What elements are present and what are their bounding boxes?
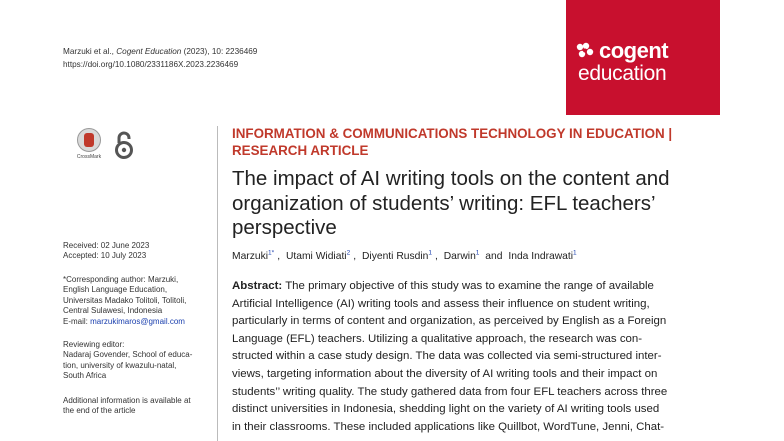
open-access-lock-icon xyxy=(114,130,134,160)
logo-row xyxy=(574,40,668,62)
dates-block xyxy=(63,241,149,262)
additional-line: the end of the article xyxy=(63,406,136,416)
doi-link[interactable]: https://doi.org/10.1080/2331186X.2023.2236469 xyxy=(63,60,239,69)
author-name[interactable]: Darwin$^1$ xyxy=(443,250,480,263)
reviewing-line: South Africa xyxy=(63,371,107,381)
citation-header xyxy=(63,45,257,71)
brand-name-education: education xyxy=(578,62,667,85)
journal-name: Cogent Education xyxy=(116,47,182,56)
corresponding-line: English Language Education, xyxy=(63,285,168,295)
title-line: perspective xyxy=(232,216,337,239)
corresponding-author-block xyxy=(63,275,186,327)
additional-line: Additional information is available at xyxy=(63,396,191,405)
article-title xyxy=(232,167,732,241)
section-heading: INFORMATION & COMMUNICATIONS TECHNOLOGY IN EDUCATION | RESEARCH ARTICLE xyxy=(232,126,673,158)
corresponding-line: Universitas Madako Tolitoli, Tolitoli, xyxy=(63,295,187,305)
abstract-line: Language (EFL) teachers. Utilizing a qualitative approach, the research was con- xyxy=(232,332,643,345)
email-link[interactable]: marzukimaros@gmail.com xyxy=(90,316,185,326)
abstract-line: Abstract: The primary objective of this study was to examine the range of available xyxy=(232,280,654,292)
abstract-line: Artificial Intelligence (AI) writing tools and assess their influence on student writing, xyxy=(232,297,650,310)
cogent-flower-icon xyxy=(574,42,596,60)
cogent-education-logo xyxy=(566,0,720,115)
author-name[interactable]: Utami Widiati$^2$ xyxy=(285,250,351,263)
column-divider xyxy=(217,126,218,441)
reviewing-label: Reviewing editor: xyxy=(63,340,125,349)
title-line: organization of students’ writing: EFL teachers’ xyxy=(232,191,656,215)
reviewing-line: tion, university of kwazulu-natal, xyxy=(63,360,177,370)
author-name[interactable]: Inda Indrawati$^1$ xyxy=(508,250,577,263)
author-list: Marzuki$^{1*}$ , Utami Widiati$^2$ , Diyenti Rusdin$^1$ , Darwin$^1$ and Inda Indrawati$^1$ xyxy=(232,250,577,263)
brand-name-cogent: cogent xyxy=(599,38,669,63)
and-word: and xyxy=(485,251,503,263)
author-name[interactable]: Marzuki$^{1*}$ xyxy=(232,250,275,263)
badges xyxy=(76,128,134,164)
abstract-line: distinct universities in Indonesia, shedding light on the variety of AI writing tools used xyxy=(232,403,660,416)
crossmark-badge[interactable] xyxy=(76,128,102,164)
citation-line: Marzuki et al., Cogent Education (2023), 10: 2236469 xyxy=(63,47,258,56)
crossmark-label: CrossMark xyxy=(76,154,102,160)
corresponding-line: *Corresponding author: Marzuki, xyxy=(63,275,179,284)
email-label: E-mail: xyxy=(63,316,91,326)
additional-info-block xyxy=(63,396,191,417)
abstract xyxy=(232,278,722,436)
abstract-line: students’’ writing quality. The study gathered data from four EFL teachers across three xyxy=(232,385,668,398)
abstract-line: views, targeting information about the diversity of AI writing tools and their impact on xyxy=(232,367,658,380)
title-line: The impact of AI writing tools on the content and xyxy=(232,167,670,190)
author-name[interactable]: Diyenti Rusdin$^1$ xyxy=(361,250,432,263)
abstract-line: in their classrooms. These included applications like Quillbot, WordTune, Jenni, Chat- xyxy=(232,420,665,433)
reviewing-editor-block xyxy=(63,340,192,382)
received-date: Received: 02 June 2023 xyxy=(63,241,150,250)
accepted-date: Accepted: 10 July 2023 xyxy=(63,251,147,261)
abstract-line: particularly in terms of content and organization, as perceived by English as a Foreign xyxy=(232,315,667,328)
email-line xyxy=(63,317,186,327)
abstract-line: structed within a case study design. The data was collected via semi-structured inter- xyxy=(232,350,662,363)
abstract-label: Abstract: xyxy=(232,280,283,292)
reviewing-line: Nadaraj Govender, School of educa- xyxy=(63,350,193,360)
crossmark-icon xyxy=(77,128,101,152)
corresponding-line: Central Sulawesi, Indonesia xyxy=(63,306,163,316)
